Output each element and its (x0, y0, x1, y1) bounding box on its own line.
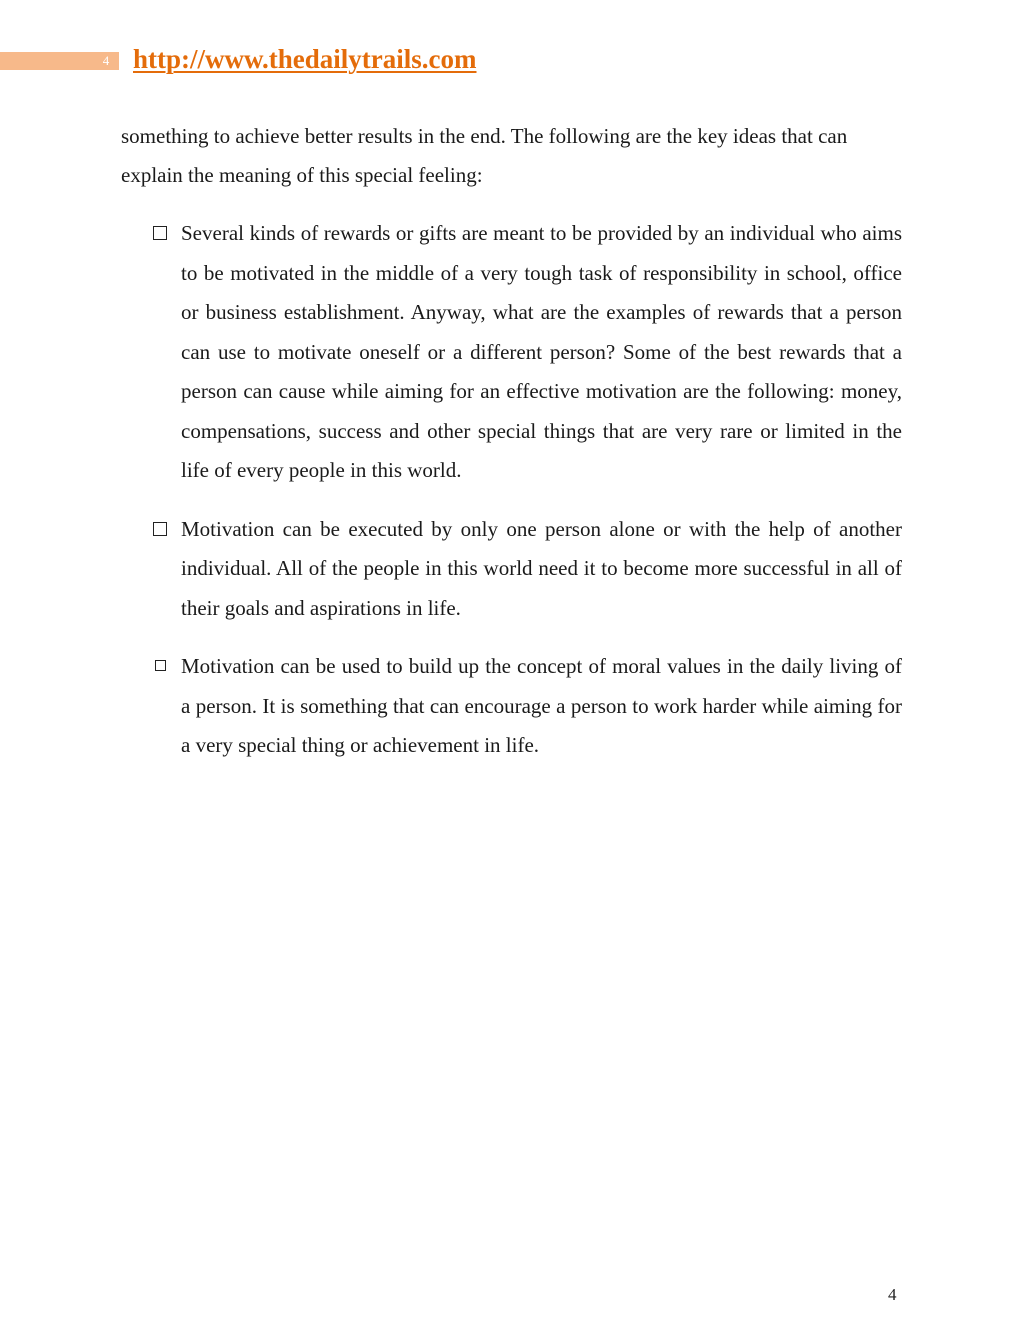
bullet-item-rewards (121, 214, 902, 491)
checkbox-bullet-icon (153, 522, 167, 536)
checkbox-bullet-icon (153, 226, 167, 240)
header-website-link[interactable]: http://www.thedailytrails.com (133, 44, 477, 74)
footer-page-number: 4 (888, 1285, 897, 1304)
bullet-text: Several kinds of rewards or gifts are meant to be provided by an individual who aims to be motivated in the middle of a very tough task of responsibility in school, office or business establishment. Anyway, what are the examples of rewards that a person can use to motivate oneself or a different person? Some of the best rewards that a person can cause while aiming for an effective motivation are the following: money, compensations, success and other special things that are very rare or limited in the life of every people in this world. (181, 221, 902, 482)
bullet-item-execution (121, 510, 902, 629)
bullet-item-moral-values (121, 647, 902, 766)
document-body (121, 117, 902, 785)
intro-paragraph: something to achieve better results in the end. The following are the key ideas that can explain the meaning of this special feeling: (121, 124, 848, 187)
checkbox-bullet-icon (155, 660, 166, 671)
bullet-text: Motivation can be executed by only one person alone or with the help of another individual. All of the people in this world need it to become more successful in all of their goals and aspirations in life. (181, 516, 902, 620)
header-page-number: 4 (102, 53, 110, 68)
bullet-text: Motivation can be used to build up the concept of moral values in the daily living of a person. It is something that can encourage a person to work harder while aiming for a very special thing or achievement in life. (181, 654, 902, 757)
